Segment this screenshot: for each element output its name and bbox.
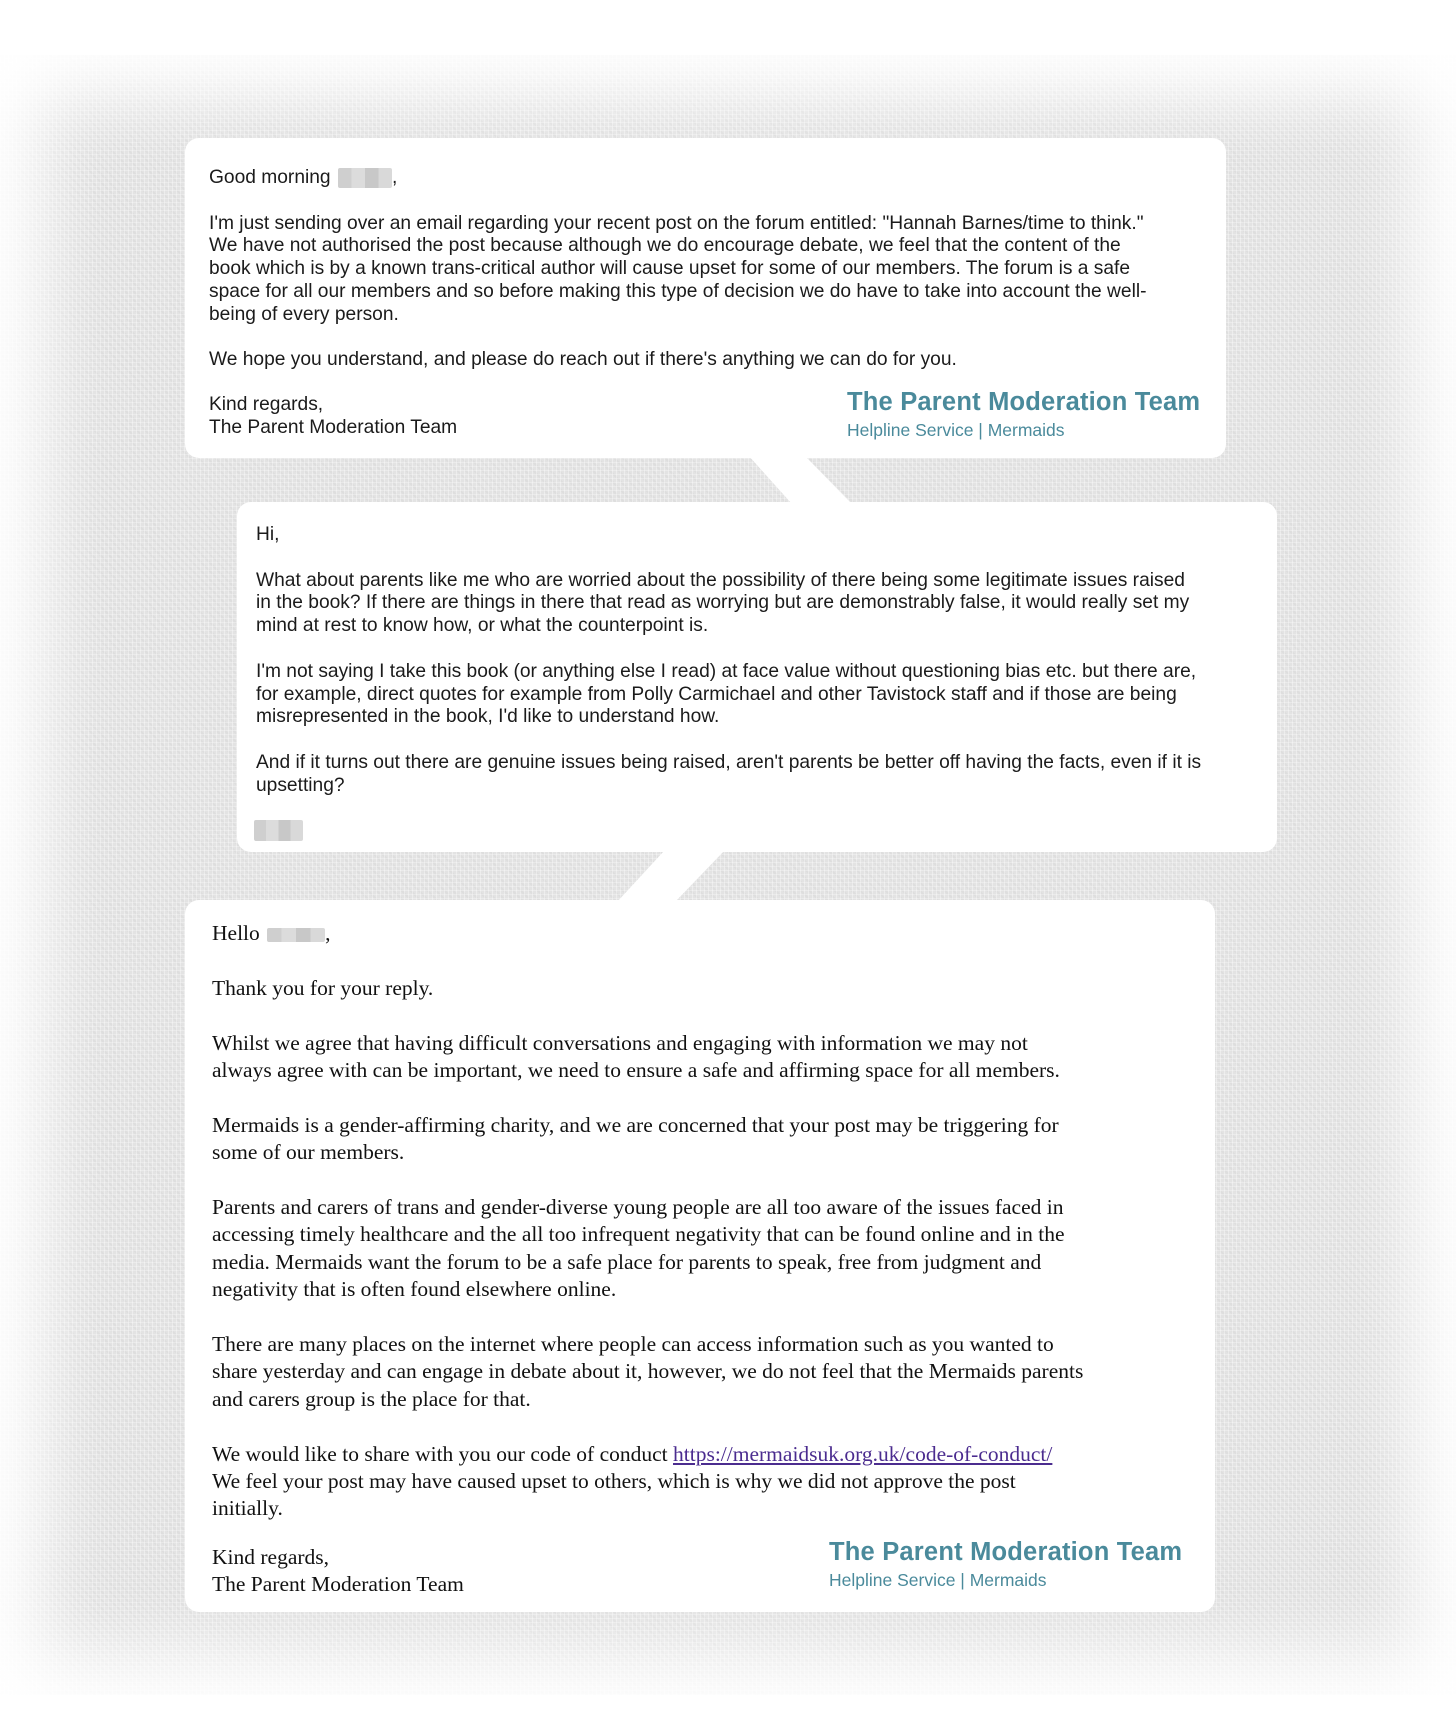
email-closing	[212, 1544, 464, 1599]
email-paragraph: There are many places on the internet where people can access information such as you wanted to share yesterday and can engage in debate about it, however, we do not feel that the Mermaids parents and carers group is the place for that.	[212, 1332, 1084, 1411]
email-paragraph: Whilst we agree that having difficult conversations and engaging with information we may not always agree with can be important, we need to ensure a safe and affirming space for all members.	[212, 1030, 1060, 1082]
email-paragraph: I'm just sending over an email regarding your recent post on the forum entitled: "Hannah Barnes/time to think." We have not authorised the post because although we do encourage debate, we feel that the content of the book which is by a known trans-critical author will cause upset for some of our members. The forum is a safe space for all our members and so before making this type of decision we do have to take into account the well- being of every person.	[209, 212, 1147, 325]
email-card-moderation-1	[185, 138, 1226, 458]
code-of-conduct-link[interactable]: https://mermaidsuk.org.uk/code-of-conduct/	[673, 1441, 1053, 1466]
conduct-text-continued: We feel your post may have caused upset to others, which is why we did not approve the post initially.	[212, 1469, 1016, 1521]
closing-text: Kind regards,	[209, 394, 324, 415]
email-paragraph: Parents and carers of trans and gender-diverse young people are all too aware of the issues faced in accessing timely healthcare and the all too infrequent negativity that can be found online and in the media. Mermaids want the forum to be a safe place for parents to speak, free from judgment and negativity that is often found elsewhere online.	[212, 1195, 1065, 1302]
code-of-conduct-paragraph	[212, 1441, 1191, 1523]
email-paragraph: We hope you understand, and please do reach out if there's anything we can do for you.	[209, 349, 957, 371]
signature-title: The Parent Moderation Team	[847, 388, 1201, 416]
email-signature	[829, 1538, 1182, 1590]
email-greeting	[209, 167, 1202, 190]
email-card-moderation-2	[185, 900, 1215, 1612]
email-paragraph: I'm not saying I take this book (or anything else I read) at face value without questioning bias etc. but there are, for example, direct quotes for example from Polly Carmichael and other Tavistock staff and if those are being misrepresented in the book, I'd like to understand how.	[256, 660, 1197, 728]
closing-text: Kind regards,	[212, 1545, 330, 1569]
redacted-name	[267, 928, 325, 942]
redacted-signature	[254, 820, 303, 841]
greeting-comma: ,	[325, 921, 331, 945]
conduct-text: We would like to share with you our code of conduct	[212, 1441, 674, 1466]
email-greeting	[212, 920, 1191, 947]
email-paragraph: What about parents like me who are worried about the possibility of there being some legitimate issues raised in the book? If there are things in there that read as worrying but are demonstrably false, it would really set my mind at rest to know how, or what the counterpoint is.	[256, 569, 1190, 637]
greeting-text: Hello	[212, 921, 260, 945]
greeting-text: Good morning	[209, 167, 331, 188]
email-paragraph: Thank you for your reply.	[212, 975, 434, 1000]
signature-subtitle: Helpline Service | Mermaids	[847, 420, 1065, 440]
email-card-parent-reply	[237, 502, 1277, 852]
redacted-name	[338, 168, 392, 188]
closing-name: The Parent Moderation Team	[209, 416, 458, 438]
closing-name: The Parent Moderation Team	[212, 1572, 464, 1597]
email-greeting: Hi,	[256, 524, 280, 545]
greeting-comma: ,	[391, 167, 398, 188]
email-paragraph: And if it turns out there are genuine issues being raised, aren't parents be better off having the facts, even if it is upsetting?	[256, 751, 1202, 796]
email-closing	[209, 394, 457, 440]
signature-title: The Parent Moderation Team	[829, 1538, 1183, 1566]
email-signature	[847, 388, 1200, 440]
signature-subtitle: Helpline Service | Mermaids	[829, 1570, 1047, 1590]
email-paragraph: Mermaids is a gender-affirming charity, and we are concerned that your post may be triggering for some of our members.	[212, 1112, 1059, 1165]
